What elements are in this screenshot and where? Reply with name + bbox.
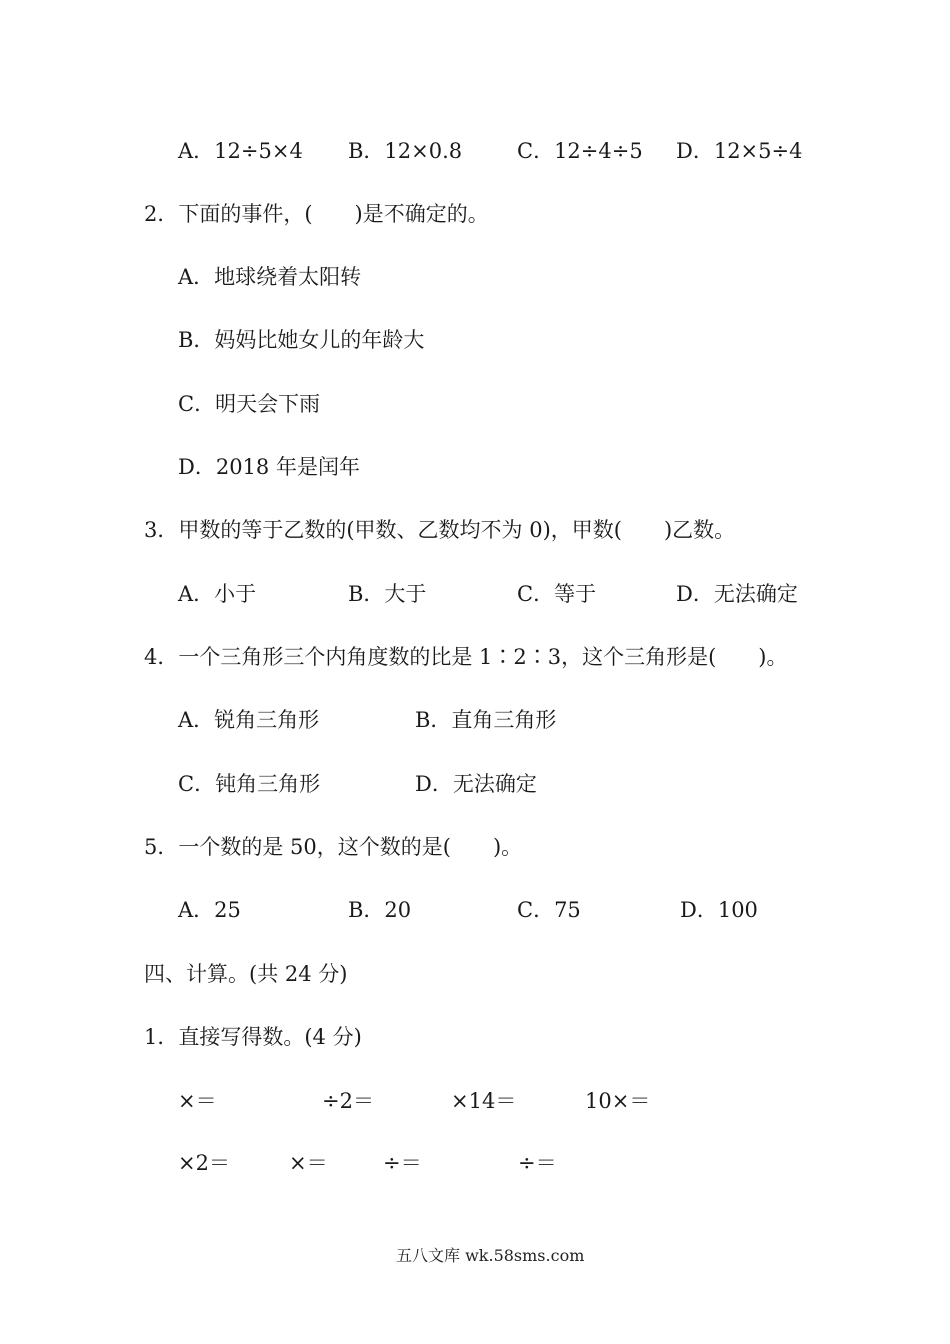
calc-item-1: ×＝ — [178, 1089, 217, 1113]
q3-option-c: C．等于 — [517, 582, 597, 606]
calc-item-2: ÷2＝ — [322, 1089, 374, 1113]
q2-option-d: D．2018 年是闰年 — [178, 455, 360, 479]
q5-option-b: B．20 — [348, 898, 412, 922]
q5-option-d: D．100 — [680, 898, 758, 922]
q3-option-a: A．小于 — [178, 582, 257, 606]
calc-item-6: ×＝ — [289, 1151, 328, 1175]
section4-heading: 四、计算。(共 24 分) — [144, 962, 348, 986]
q2-option-a: A．地球绕着太阳转 — [178, 265, 362, 289]
q1-option-b: B．12×0.8 — [348, 139, 463, 163]
q1-option-d: D．12×5÷4 — [676, 139, 803, 163]
q1-option-c: C．12÷4÷5 — [517, 139, 643, 163]
q4-option-a: A．锐角三角形 — [178, 708, 320, 732]
q3-option-d: D．无法确定 — [676, 582, 798, 606]
section4-subquestion-1: 1．直接写得数。(4 分) — [144, 1025, 362, 1049]
footer-watermark: 五八文库 wk.58sms.com — [396, 1246, 585, 1265]
calc-item-8: ÷＝ — [518, 1151, 557, 1175]
q4-option-c: C．钝角三角形 — [178, 772, 321, 796]
q3-stem: 3．甲数的等于乙数的(甲数、乙数均不为 0)，甲数( )乙数。 — [144, 518, 736, 542]
q2-option-b: B．妈妈比她女儿的年龄大 — [178, 328, 425, 352]
calc-item-3: ×14＝ — [451, 1089, 517, 1113]
q5-option-a: A．25 — [178, 898, 241, 922]
q4-option-b: B．直角三角形 — [415, 708, 557, 732]
q2-stem: 2．下面的事件，( )是不确定的。 — [144, 202, 489, 226]
q1-option-a: A．12÷5×4 — [178, 139, 303, 163]
q5-option-c: C．75 — [517, 898, 581, 922]
q3-option-b: B．大于 — [348, 582, 427, 606]
calc-item-5: ×2＝ — [178, 1151, 230, 1175]
calc-item-7: ÷＝ — [383, 1151, 422, 1175]
q4-stem: 4．一个三角形三个内角度数的比是 1∶2∶3，这个三角形是( )。 — [144, 645, 788, 669]
q4-option-d: D．无法确定 — [415, 772, 537, 796]
q2-option-c: C．明天会下雨 — [178, 392, 321, 416]
calc-item-4: 10×＝ — [585, 1089, 651, 1113]
q5-stem: 5．一个数的是 50，这个数的是( )。 — [144, 835, 523, 859]
